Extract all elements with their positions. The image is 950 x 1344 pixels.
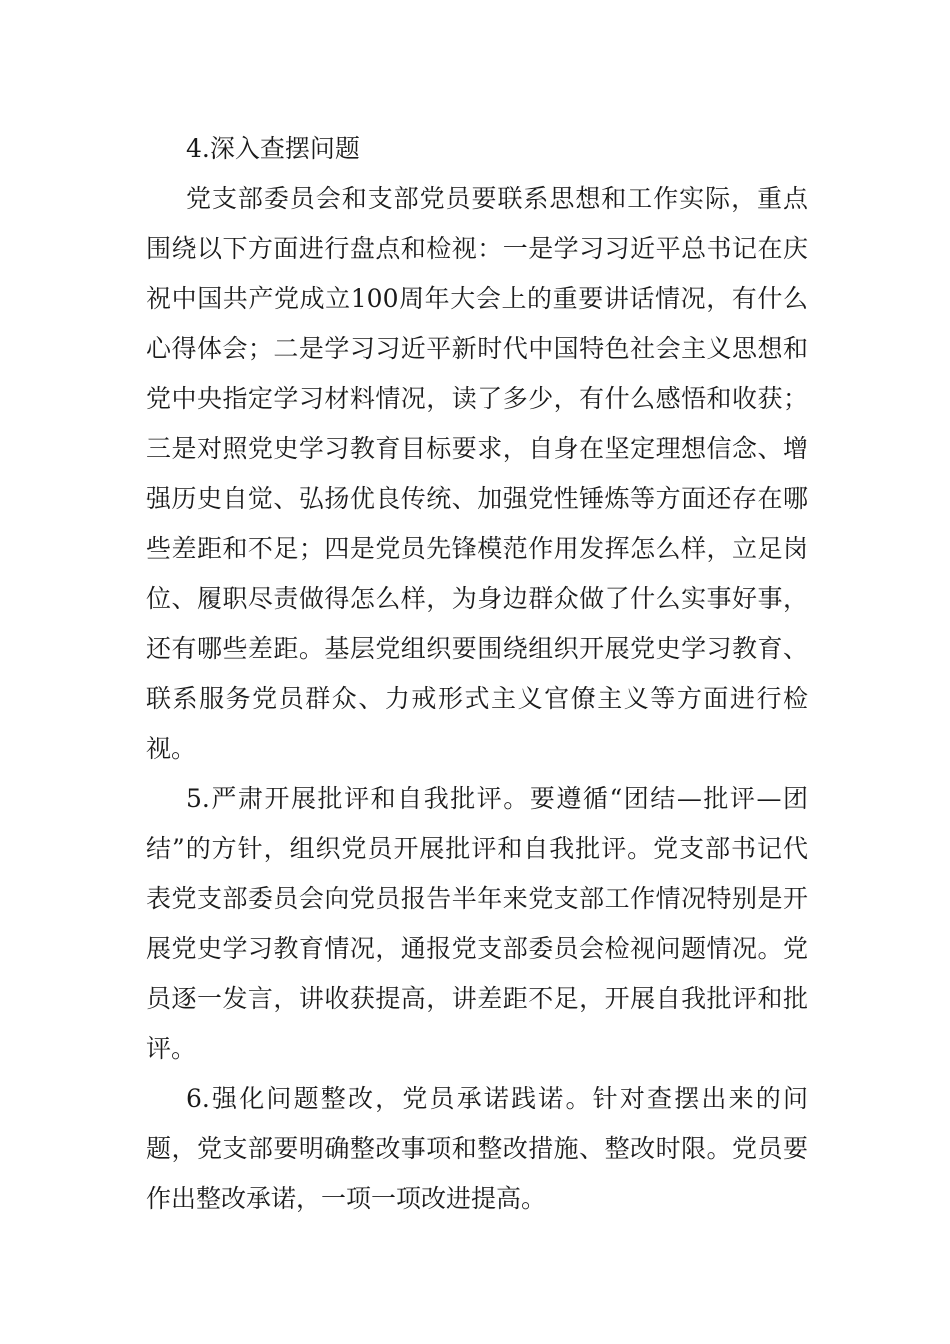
section-heading-4: 4.深入查摆问题 bbox=[186, 134, 360, 163]
document-body bbox=[146, 124, 808, 1224]
paragraph-rectification: 6.强化问题整改，党员承诺践诺。针对查摆出来的问题，党支部要明确整改事项和整改措施、整改时限。党员要作出整改承诺，一项一项改进提高。 bbox=[146, 1084, 808, 1213]
paragraph-criticism: 5.严肃开展批评和自我批评。要遵循“团结—批评—团结”的方针，组织党员开展批评和自我批评。党支部书记代表党支部委员会向党员报告半年来党支部工作情况特别是开展党史学习教育情况，通报党支部委员会检视问题情况。党员逐一发言，讲收获提高，讲差距不足，开展自我批评和批评。 bbox=[146, 784, 808, 1063]
paragraph-review-content: 党支部委员会和支部党员要联系思想和工作实际，重点围绕以下方面进行盘点和检视：一是学习习近平总书记在庆祝中国共产党成立100周年大会上的重要讲话情况，有什么心得体会；二是学习习近平新时代中国特色社会主义思想和党中央指定学习材料情况，读了多少，有什么感悟和收获；三是对照党史学习教育目标要求，自身在坚定理想信念、增强历史自觉、弘扬优良传统、加强党性锤炼等方面还存在哪些差距和不足；四是党员先锋模范作用发挥怎么样，立足岗位、履职尽责做得怎么样，为身边群众做了什么实事好事，还有哪些差距。基层党组织要围绕组织开展党史学习教育、联系服务党员群众、力戒形式主义官僚主义等方面进行检视。 bbox=[146, 184, 808, 763]
